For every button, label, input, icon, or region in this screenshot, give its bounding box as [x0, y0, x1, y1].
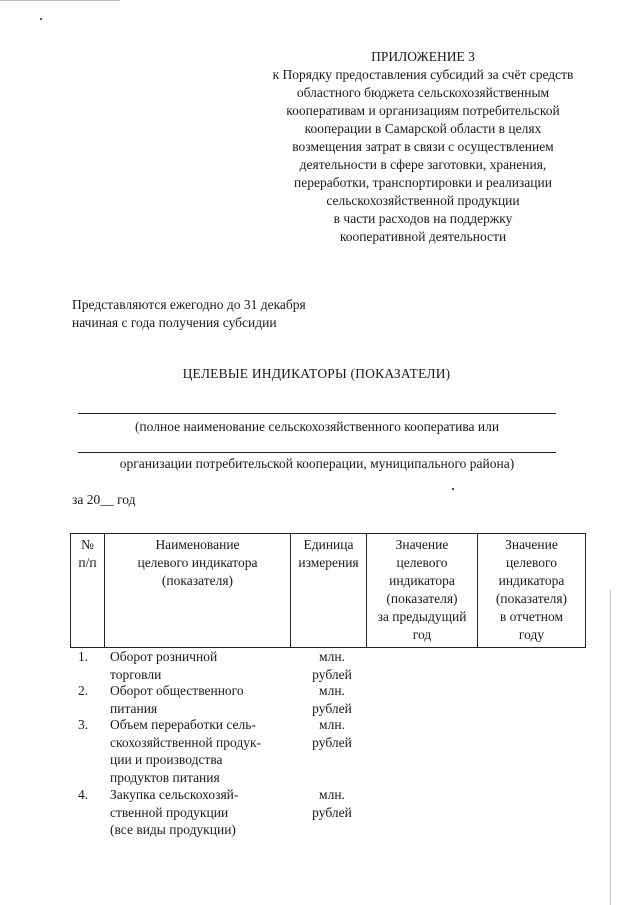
row-number: 4. [78, 787, 89, 802]
scan-speck [452, 488, 454, 490]
appendix-line: переработки, транспортировки и реализации [294, 175, 552, 190]
appendix-line: возмещения затрат в связи с осуществлением [292, 139, 554, 154]
header-line: (показателя) [161, 573, 234, 588]
header-current-year-value [478, 534, 586, 648]
header-line: Наименование [155, 537, 240, 552]
header-line: год [412, 627, 432, 642]
appendix-line: к Порядку предоставления субсидий за счёт средств [272, 67, 574, 82]
document-title: ЦЕЛЕВЫЕ ИНДИКАТОРЫ (ПОКАЗАТЕЛИ) [182, 366, 451, 381]
org-name-fill-line [78, 413, 556, 414]
row-unit [296, 648, 368, 683]
row-indicator-name [110, 648, 288, 683]
header-line: Единица [303, 537, 354, 552]
header-line: Значение [395, 537, 449, 552]
scan-edge-right [610, 590, 611, 905]
header-line: (показателя) [495, 591, 568, 606]
org-name-fill-line [78, 452, 556, 453]
name-line: продуктов питания [110, 769, 220, 785]
appendix-line: кооперативной деятельности [339, 229, 507, 244]
header-line: целевого индикатора [137, 555, 258, 570]
submission-note [72, 296, 306, 332]
report-year: за 20__ год [72, 492, 136, 507]
header-line: в отчетном [499, 609, 564, 624]
unit-line: рублей [312, 700, 352, 716]
row-indicator-name [110, 716, 288, 786]
header-unit [291, 534, 367, 648]
header-line: № [81, 537, 94, 552]
name-line: ции и производства [110, 752, 223, 767]
appendix-line: областного бюджета сельскохозяйственным [296, 85, 550, 100]
name-line: Объем переработки сель- [110, 717, 256, 732]
header-line: году [518, 627, 545, 642]
org-name-caption: организации потребительской кооперации, муниципального района) [119, 456, 515, 471]
header-indicator-name [105, 534, 291, 648]
unit-line: рублей [312, 804, 352, 820]
row-number: 1. [78, 649, 89, 664]
appendix-line: кооперативам и организациям потребительской [286, 103, 560, 118]
name-line: (все виды продукции) [110, 822, 236, 837]
header-line: целевого [396, 555, 448, 570]
header-line: Значение [505, 537, 558, 552]
unit-line: млн. [319, 717, 345, 732]
appendix-line: в части расходов на поддержку [333, 211, 513, 226]
header-line: измерения [298, 555, 359, 570]
unit-line: рублей [312, 734, 352, 750]
row-indicator-name [110, 786, 288, 839]
name-line: Оборот общественного [110, 683, 244, 698]
row-unit [296, 786, 368, 821]
name-line: ственной продукции [110, 804, 229, 820]
name-line: скохозяйственной продук- [110, 734, 262, 750]
header-line: индикатора [498, 573, 565, 588]
unit-line: рублей [312, 666, 352, 682]
header-line: индикатора [389, 573, 455, 588]
indicators-table-header [70, 533, 586, 648]
row-unit [296, 716, 368, 751]
header-line: п/п [78, 555, 97, 570]
row-indicator-name [110, 682, 288, 717]
org-name-caption: (полное наименование сельскохозяйственного кооператива или [134, 419, 500, 434]
unit-line: млн. [319, 649, 345, 664]
submission-line: начиная с года получения субсидии [72, 315, 277, 330]
appendix-title: ПРИЛОЖЕНИЕ 3 [371, 49, 475, 64]
row-unit [296, 682, 368, 717]
header-previous-year-value [367, 534, 478, 648]
header-line: за предыдущий [377, 609, 467, 624]
appendix-line: кооперации в Самарской области в целях [304, 121, 542, 136]
appendix-header [248, 48, 598, 246]
row-number: 3. [78, 717, 89, 732]
appendix-line: сельскохозяйственной продукции [326, 193, 520, 208]
scan-speck [40, 18, 42, 20]
header-number [71, 534, 105, 648]
unit-line: млн. [319, 787, 345, 802]
scan-edge-top [0, 0, 120, 1]
row-number: 2. [78, 683, 89, 698]
name-line: торговли [110, 666, 162, 682]
name-line: питания [110, 700, 158, 716]
submission-line: Представляются ежегодно до 31 декабря [72, 297, 306, 312]
unit-line: млн. [319, 683, 345, 698]
name-line: Закупка сельскохозяй- [110, 787, 239, 802]
appendix-line: деятельности в сфере заготовки, хранения, [299, 157, 547, 172]
name-line: Оборот розничной [110, 649, 218, 664]
header-line: (показателя) [386, 591, 458, 606]
header-line: целевого [506, 555, 557, 570]
